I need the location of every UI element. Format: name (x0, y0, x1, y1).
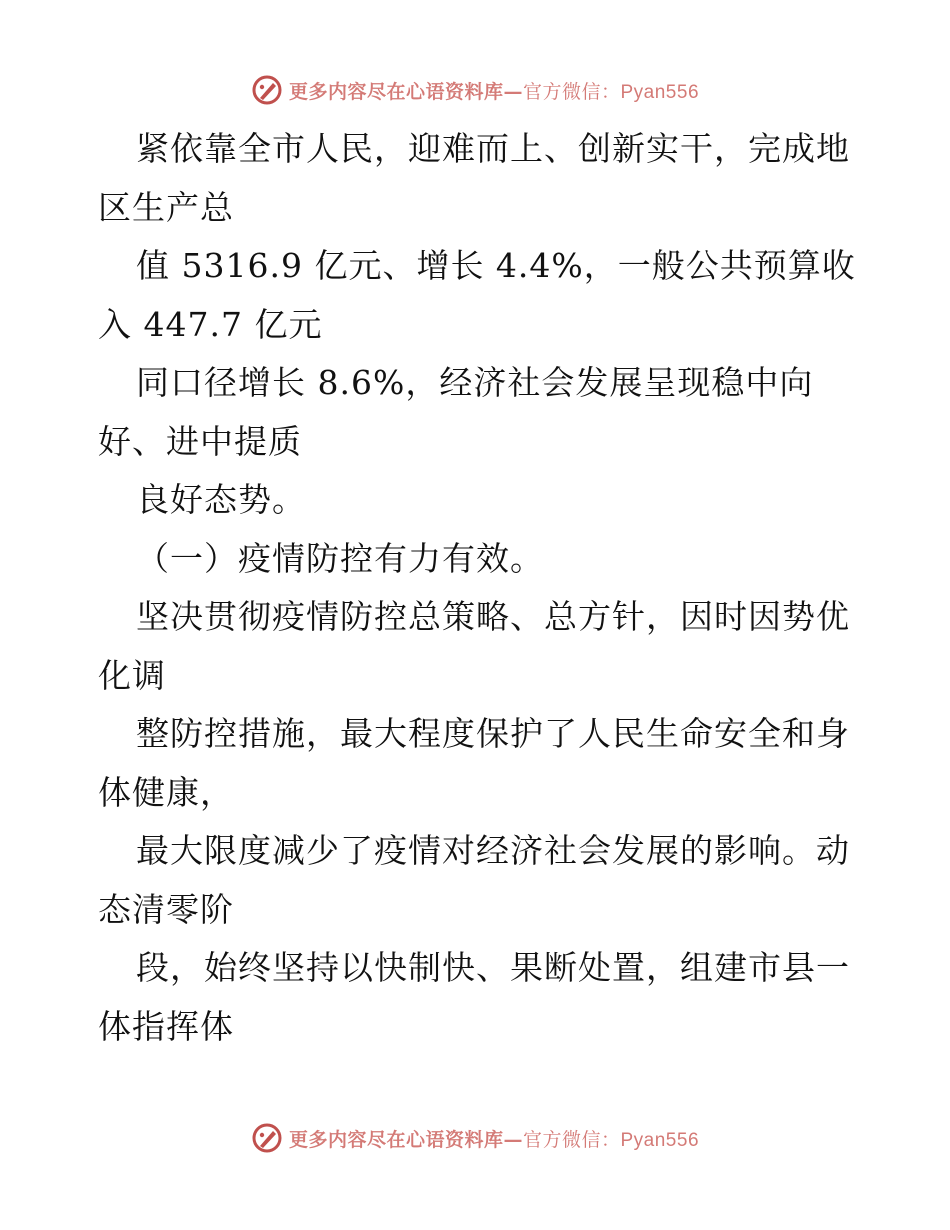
body-line: 区生产总 (98, 187, 234, 227)
body-line: 化调 (98, 655, 166, 695)
watermark-dash: — (503, 80, 523, 103)
header-watermark (0, 70, 950, 110)
watermark-text (289, 77, 699, 104)
watermark-site-text: 更多内容尽在心语资料库 (288, 1128, 504, 1151)
watermark-text (289, 1125, 699, 1152)
body-line: 良好态势。 (136, 480, 306, 519)
pen-in-circle-logo-icon (251, 1122, 283, 1154)
pen-in-circle-logo-icon (251, 74, 283, 106)
body-line: 入 447.7 亿元 (98, 304, 323, 344)
body-line: 整防控措施，最大程度保护了人民生命安全和身 (136, 714, 850, 753)
body-line: 段，始终坚持以快制快、果断处置，组建市县一 (136, 948, 850, 987)
body-line: 同口径增长 8.6%，经济社会发展呈现稳中向 (136, 363, 814, 402)
body-line: 最大限度减少了疫情对经济社会发展的影响。动 (136, 831, 850, 870)
body-line: 好、进中提质 (98, 421, 302, 461)
body-line: 体指挥体 (98, 1006, 234, 1046)
watermark-site-text: 更多内容尽在心语资料库 (288, 80, 504, 103)
section-heading: （一）疫情防控有力有效。 (136, 538, 544, 578)
watermark-wechat-text: 官方微信：Pyan556 (523, 1129, 700, 1151)
watermark-wechat-text: 官方微信：Pyan556 (523, 81, 700, 103)
body-line: 态清零阶 (98, 889, 234, 929)
body-line: 值 5316.9 亿元、增长 4.4%，一般公共预算收 (136, 246, 856, 285)
body-line: 体健康， (98, 772, 234, 812)
body-line: 紧依靠全市人民，迎难而上、创新实干，完成地 (136, 129, 850, 168)
watermark-dash: — (503, 1128, 523, 1151)
document-body (98, 120, 858, 1056)
body-line: 坚决贯彻疫情防控总策略、总方针，因时因势优 (136, 597, 850, 636)
footer-watermark (0, 1118, 950, 1158)
